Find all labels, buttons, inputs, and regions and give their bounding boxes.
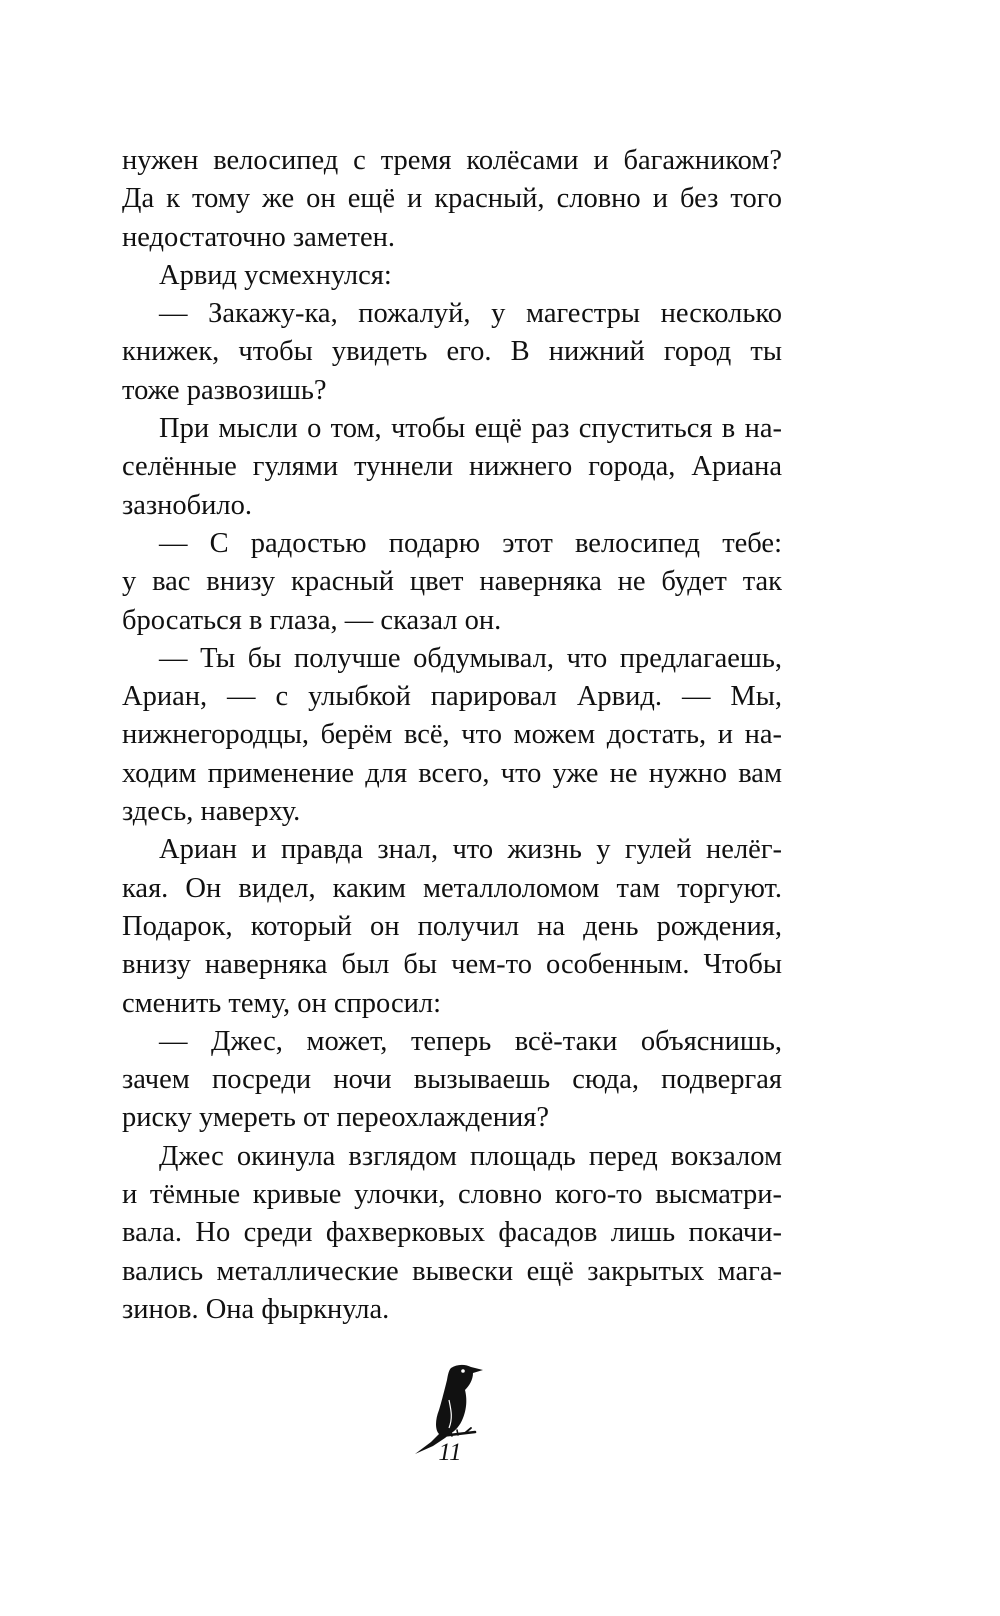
text-line: Подарок, который он получил на день рождения, [122, 910, 782, 942]
text-line: вались металлические вывески ещё закрытых мага- [122, 1255, 782, 1287]
text-line: кая. Он видел, каким металлоломом там торгуют. [122, 872, 782, 904]
text-line: зазнобило. [122, 489, 253, 521]
text-line: бросаться в глаза, — сказал он. [122, 604, 502, 636]
text-line: у вас внизу красный цвет наверняка не будет так [122, 566, 782, 598]
text-line: При мысли о том, чтобы ещё раз спуститься в на- [159, 413, 782, 445]
text-line: зинов. Она фыркнула. [122, 1293, 390, 1325]
text-line: — Закажу-ка, пожалуй, у магестры несколько [159, 298, 782, 330]
text-line: ходим применение для всего, что уже не нужно вам [122, 757, 782, 789]
text-line: Да к тому же он ещё и красный, словно и без того [122, 183, 782, 215]
text-line: Ариан, — с улыбкой парировал Арвид. — Мы, [122, 681, 782, 713]
text-line: селённые гулями туннели нижнего города, Ариана [122, 451, 782, 483]
text-line: нижнегородцы, берём всё, что можем достать, и на- [122, 719, 782, 751]
body-text [122, 142, 782, 1329]
text-line: сменить тему, он спросил: [122, 987, 441, 1019]
text-line: здесь, наверху. [122, 796, 301, 828]
text-line: и тёмные кривые улочки, словно кого-то высматри- [122, 1179, 782, 1211]
text-line: — Ты бы получше обдумывал, что предлагаешь, [159, 642, 782, 674]
text-line: Арвид усмехнулся: [159, 259, 392, 291]
text-line: — С радостью подарю этот велосипед тебе: [159, 527, 782, 559]
text-line: недостаточно заметен. [122, 221, 395, 253]
text-line: Ариан и правда знал, что жизнь у гулей нелёг- [159, 834, 782, 866]
page-number: 11 [438, 1439, 462, 1466]
text-line: книжек, чтобы увидеть его. В нижний город ты [122, 336, 782, 368]
text-line: Джес окинула взглядом площадь перед вокзалом [159, 1140, 782, 1172]
text-line: тоже развозишь? [122, 374, 327, 406]
text-line: внизу наверняка был бы чем-то особенным. Чтобы [122, 949, 782, 981]
text-line: зачем посреди ночи вызываешь сюда, подвергая [122, 1064, 782, 1096]
text-line: риску умереть от переохлаждения? [122, 1102, 550, 1134]
text-line: вала. Но среди фахверковых фасадов лишь покачи- [122, 1217, 782, 1249]
text-line: нужен велосипед с тремя колёсами и багажником? [122, 145, 782, 176]
text-line: — Джес, может, теперь всё-таки объяснишь, [159, 1025, 782, 1057]
